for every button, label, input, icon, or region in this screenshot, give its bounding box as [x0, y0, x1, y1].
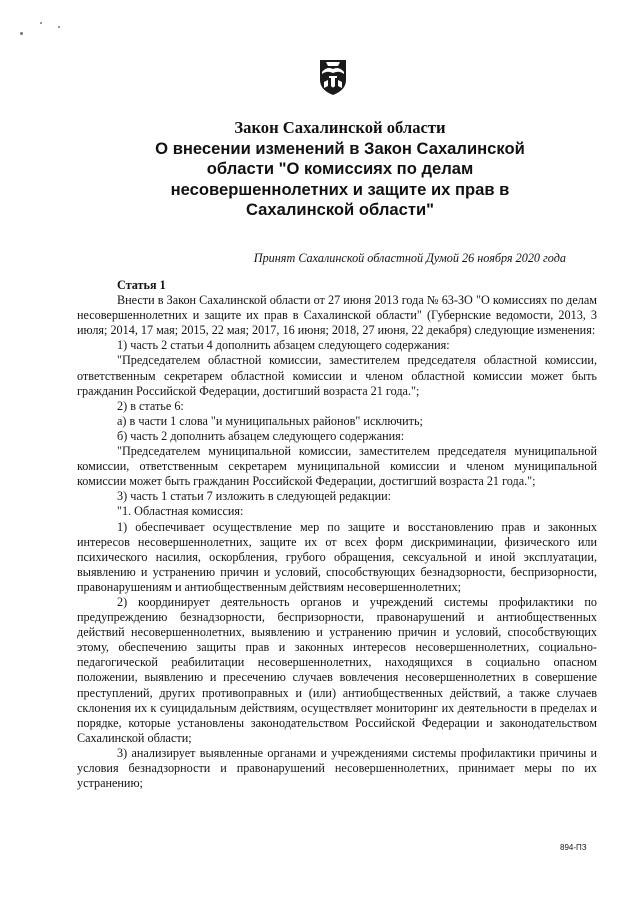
title-line: О внесении изменений в Закон Сахалинской — [155, 138, 525, 158]
title-line: Сахалинской области" — [245, 200, 435, 220]
adoption-note: Принят Сахалинской областной Думой 26 ноября 2020 года — [253, 251, 566, 265]
paragraph: "Председателем муниципальной комиссии, заместителем председателя муниципальной комиссии, ответственным секретарем муниципальной комиссии и членом муниципальной комиссии может быть гражданин Российской Федерации, достигший возраста 21 года."; — [77, 444, 597, 489]
paragraph: б) часть 2 дополнить абзацем следующего содержания: — [117, 428, 405, 443]
scan-speck — [58, 26, 60, 28]
title-line: несовершеннолетних и защите их прав в — [170, 179, 510, 199]
law-body — [77, 278, 597, 791]
paragraph: Внести в Закон Сахалинской области от 27 июня 2013 года № 63-ЗО "О комиссиях по делам несовершеннолетних и защите их прав в Сахалинской области" (Губернские ведомости, 2013, 3 июля; 2014, 17 мая; 2015, 22 мая; 2017, 16 июня; 2018, 27 июня, 22 декабря) следующие изменения: — [77, 293, 597, 338]
paragraph: 1) обеспечивает осуществление мер по защите и восстановлению прав и законных интересов несовершеннолетних, защите их от всех форм дискриминации, физического или психического насилия, оскорбления, грубого обращения, сексуальной и иной эксплуатации, выявлению и устранению причин и условий, способствующих безнадзорности, беспризорности, правонарушениям и антиобщественным действиям несовершеннолетних; — [77, 519, 597, 594]
paragraph: а) в части 1 слова "и муниципальных районов" исключить; — [117, 413, 423, 428]
paragraph: 1) часть 2 статьи 4 дополнить абзацем следующего содержания: — [117, 338, 450, 353]
paragraph: "1. Областная комиссия: — [117, 504, 244, 519]
article-heading: Статья 1 — [117, 278, 166, 292]
paragraph: 3) часть 1 статьи 7 изложить в следующей редакции: — [117, 489, 392, 504]
paragraph: 3) анализирует выявленные органами и учреждениями системы профилактики причины и условия безнадзорности и правонарушений несовершеннолетних, принимает меры по их устранению; — [77, 745, 597, 791]
title-line: Закон Сахалинской области — [234, 118, 446, 137]
law-title — [100, 118, 580, 221]
document-code: 894-ПЗ — [560, 843, 587, 852]
paragraph: 2) в статье 6: — [117, 398, 184, 413]
title-line: области "О комиссиях по делам — [206, 159, 474, 179]
paragraph: 2) координирует деятельность органов и учреждений системы профилактики по предупреждению безнадзорности, беспризорности, правонарушений и антиобщественных действий несовершеннолетних, выявлению и устранению причин и условий, способствующих этому, обеспечению защиты прав и законных интересов несовершеннолетних, социально-педагогической реабилитации несовершеннолетних, находящихся в социально опасном положении, выявлению и пресечению случаев вовлечения несовершеннолетних в совершение преступлений, других противоправных и (или) антиобщественных действий, а также случаев склонения их к суицидальным действиям, осуществляет мониторинг их деятельности в пределах и порядке, которые установлены законодательством Российской Федерации и законодательством Сахалинской области; — [77, 594, 597, 745]
coat-of-arms-icon — [318, 56, 348, 96]
scan-speck — [20, 32, 23, 35]
scan-speck — [40, 22, 42, 24]
paragraph: "Председателем областной комиссии, заместителем председателя областной комиссии, ответственным секретарем областной комиссии и членом областной комиссии может быть гражданин Российской Федерации, достигший возраста 21 года."; — [77, 353, 597, 398]
